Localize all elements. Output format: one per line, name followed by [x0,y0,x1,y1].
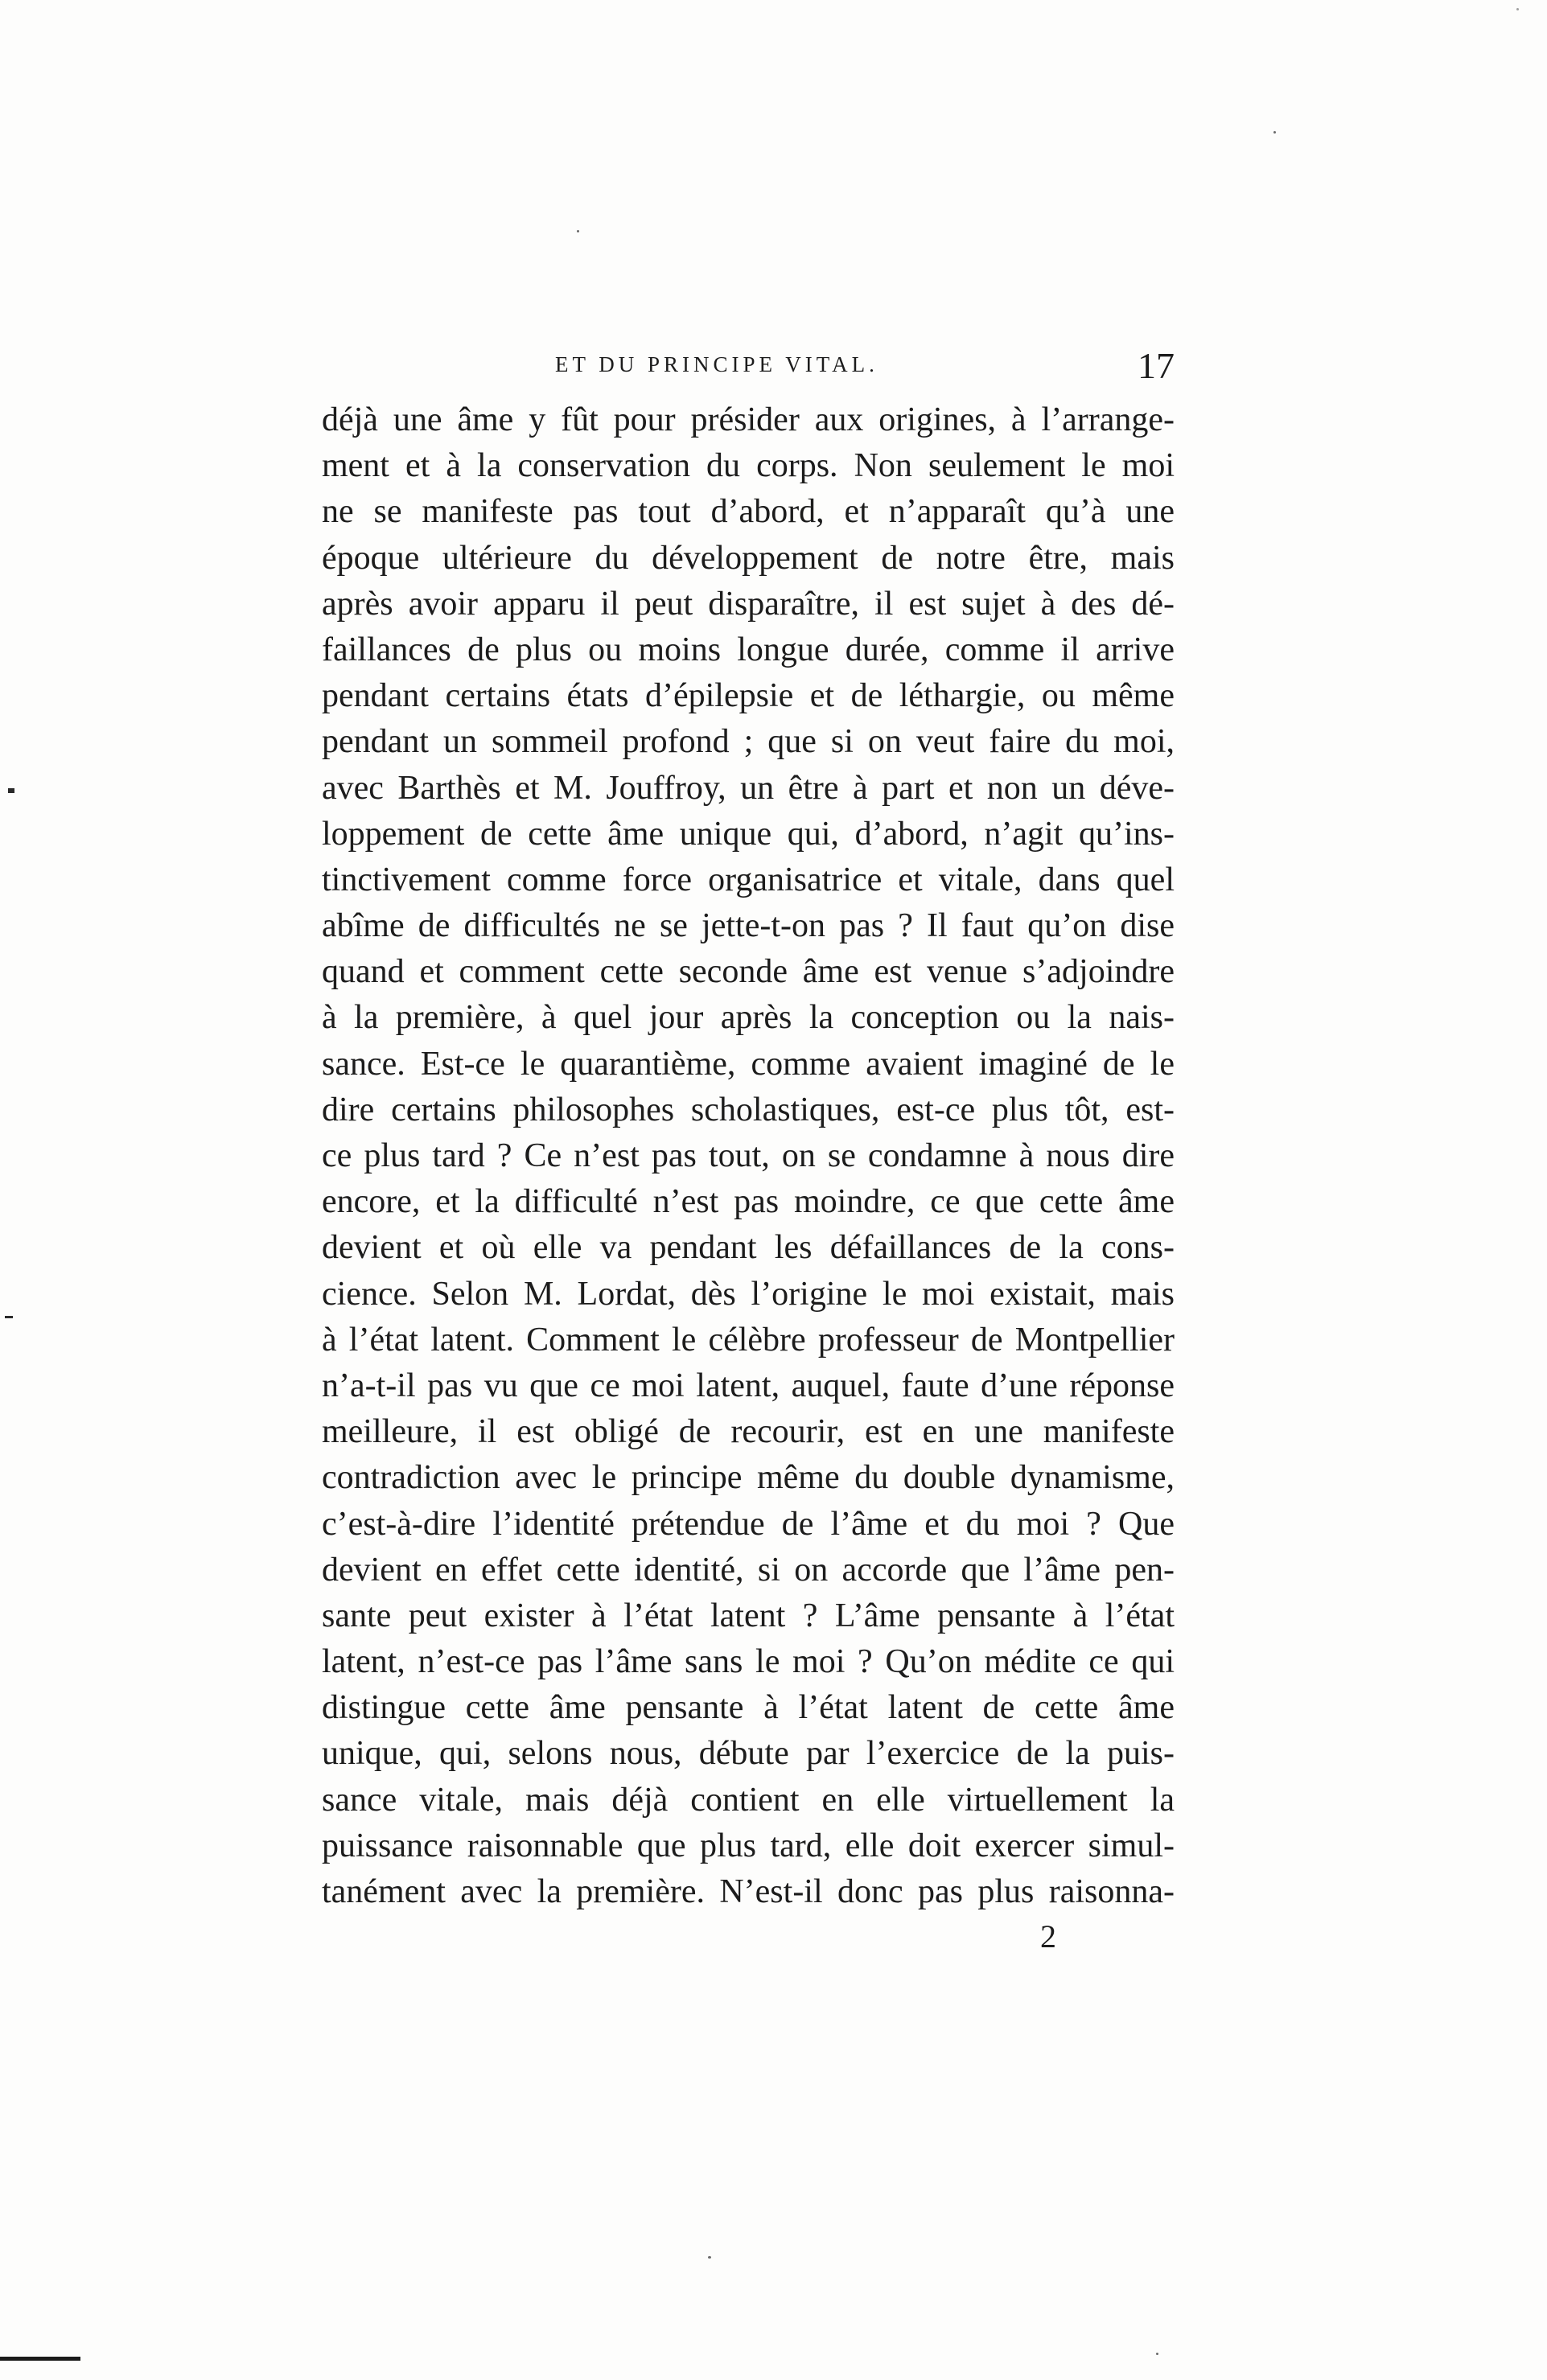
text-line: tanément avec la première. N’est-il donc pas plus raisonna- [322,1873,1175,1910]
text-line: pendant un sommeil profond ; que si on veut faire du moi, [322,723,1175,761]
running-title: ET DU PRINCIPE VITAL. [555,352,878,376]
text-line: latent, n’est-ce pas l’âme sans le moi ? Qu’on médite ce qui [322,1643,1175,1681]
running-head [322,344,1191,393]
text-line: c’est-à-dire l’identité prétendue de l’âme et du moi ? Que [322,1505,1175,1543]
text-line: à l’état latent. Comment le célèbre professeur de Montpellier [322,1321,1175,1359]
text-line: pendant certains états d’épilepsie et de léthargie, ou même [322,677,1175,715]
dust-speck [1156,2353,1158,2355]
text-line: contradiction avec le principe même du double dynamisme, [322,1459,1175,1497]
text-line: ment et à la conservation du corps. Non seulement le moi [322,447,1175,485]
dust-speck [577,230,579,232]
text-line: dire certains philosophes scholastiques, est-ce plus tôt, est- [322,1091,1175,1128]
body-text [322,397,1175,1915]
text-line: abîme de difficultés ne se jette-t-on pas ? Il faut qu’on dise [322,907,1175,945]
text-line: après avoir apparu il peut disparaître, il est sujet à des dé- [322,585,1175,623]
text-line: encore, et la difficulté n’est pas moindre, ce que cette âme [322,1183,1175,1221]
text-line: sance vitale, mais déjà contient en elle virtuellement la [322,1781,1175,1819]
text-line: unique, qui, selons nous, débute par l’exercice de la puis- [322,1735,1175,1773]
text-line: sance. Est-ce le quarantième, comme avaient imaginé de le [322,1045,1175,1083]
text-line: ne se manifeste pas tout d’abord, et n’apparaît qu’à une [322,493,1175,531]
text-line: puissance raisonnable que plus tard, elle doit exercer simul- [322,1827,1175,1864]
text-line: devient en effet cette identité, si on accorde que l’âme pen- [322,1551,1175,1589]
page-number: 17 [1138,345,1175,386]
corner-stroke [0,2357,80,2361]
dust-speck [708,2256,711,2259]
text-line: loppement de cette âme unique qui, d’abord, n’agit qu’ins- [322,815,1175,853]
text-line: faillances de plus ou moins longue durée, comme il arrive [322,631,1175,668]
text-line: sante peut exister à l’état latent ? L’âme pensante à l’état [322,1597,1175,1634]
text-line: ce plus tard ? Ce n’est pas tout, on se condamne à nous dire [322,1137,1175,1174]
text-line: devient et où elle va pendant les défaillances de la cons- [322,1229,1175,1267]
text-line: meilleure, il est obligé de recourir, est en une manifeste [322,1413,1175,1451]
text-line: quand et comment cette seconde âme est venue s’adjoindre [322,953,1175,991]
dust-speck [1516,8,1519,10]
margin-speck-left [8,788,14,793]
text-line: cience. Selon M. Lordat, dès l’origine le moi existait, mais [322,1275,1175,1313]
text-line: époque ultérieure du développement de notre être, mais [322,539,1175,577]
text-line: distingue cette âme pensante à l’état latent de cette âme [322,1689,1175,1727]
text-line: déjà une âme y fût pour présider aux origines, à l’arrange- [322,401,1175,438]
text-line: n’a-t-il pas vu que ce moi latent, auquel, faute d’une réponse [322,1367,1175,1404]
text-line: avec Barthès et M. Jouffroy, un être à part et non un déve- [322,769,1175,807]
text-line: à la première, à quel jour après la conception ou la nais- [322,999,1175,1037]
margin-dash-left [5,1316,13,1318]
text-line: tinctivement comme force organisatrice et vitale, dans quel [322,861,1175,898]
dust-speck [1273,131,1276,134]
signature-mark: 2 [1040,1918,1056,1955]
